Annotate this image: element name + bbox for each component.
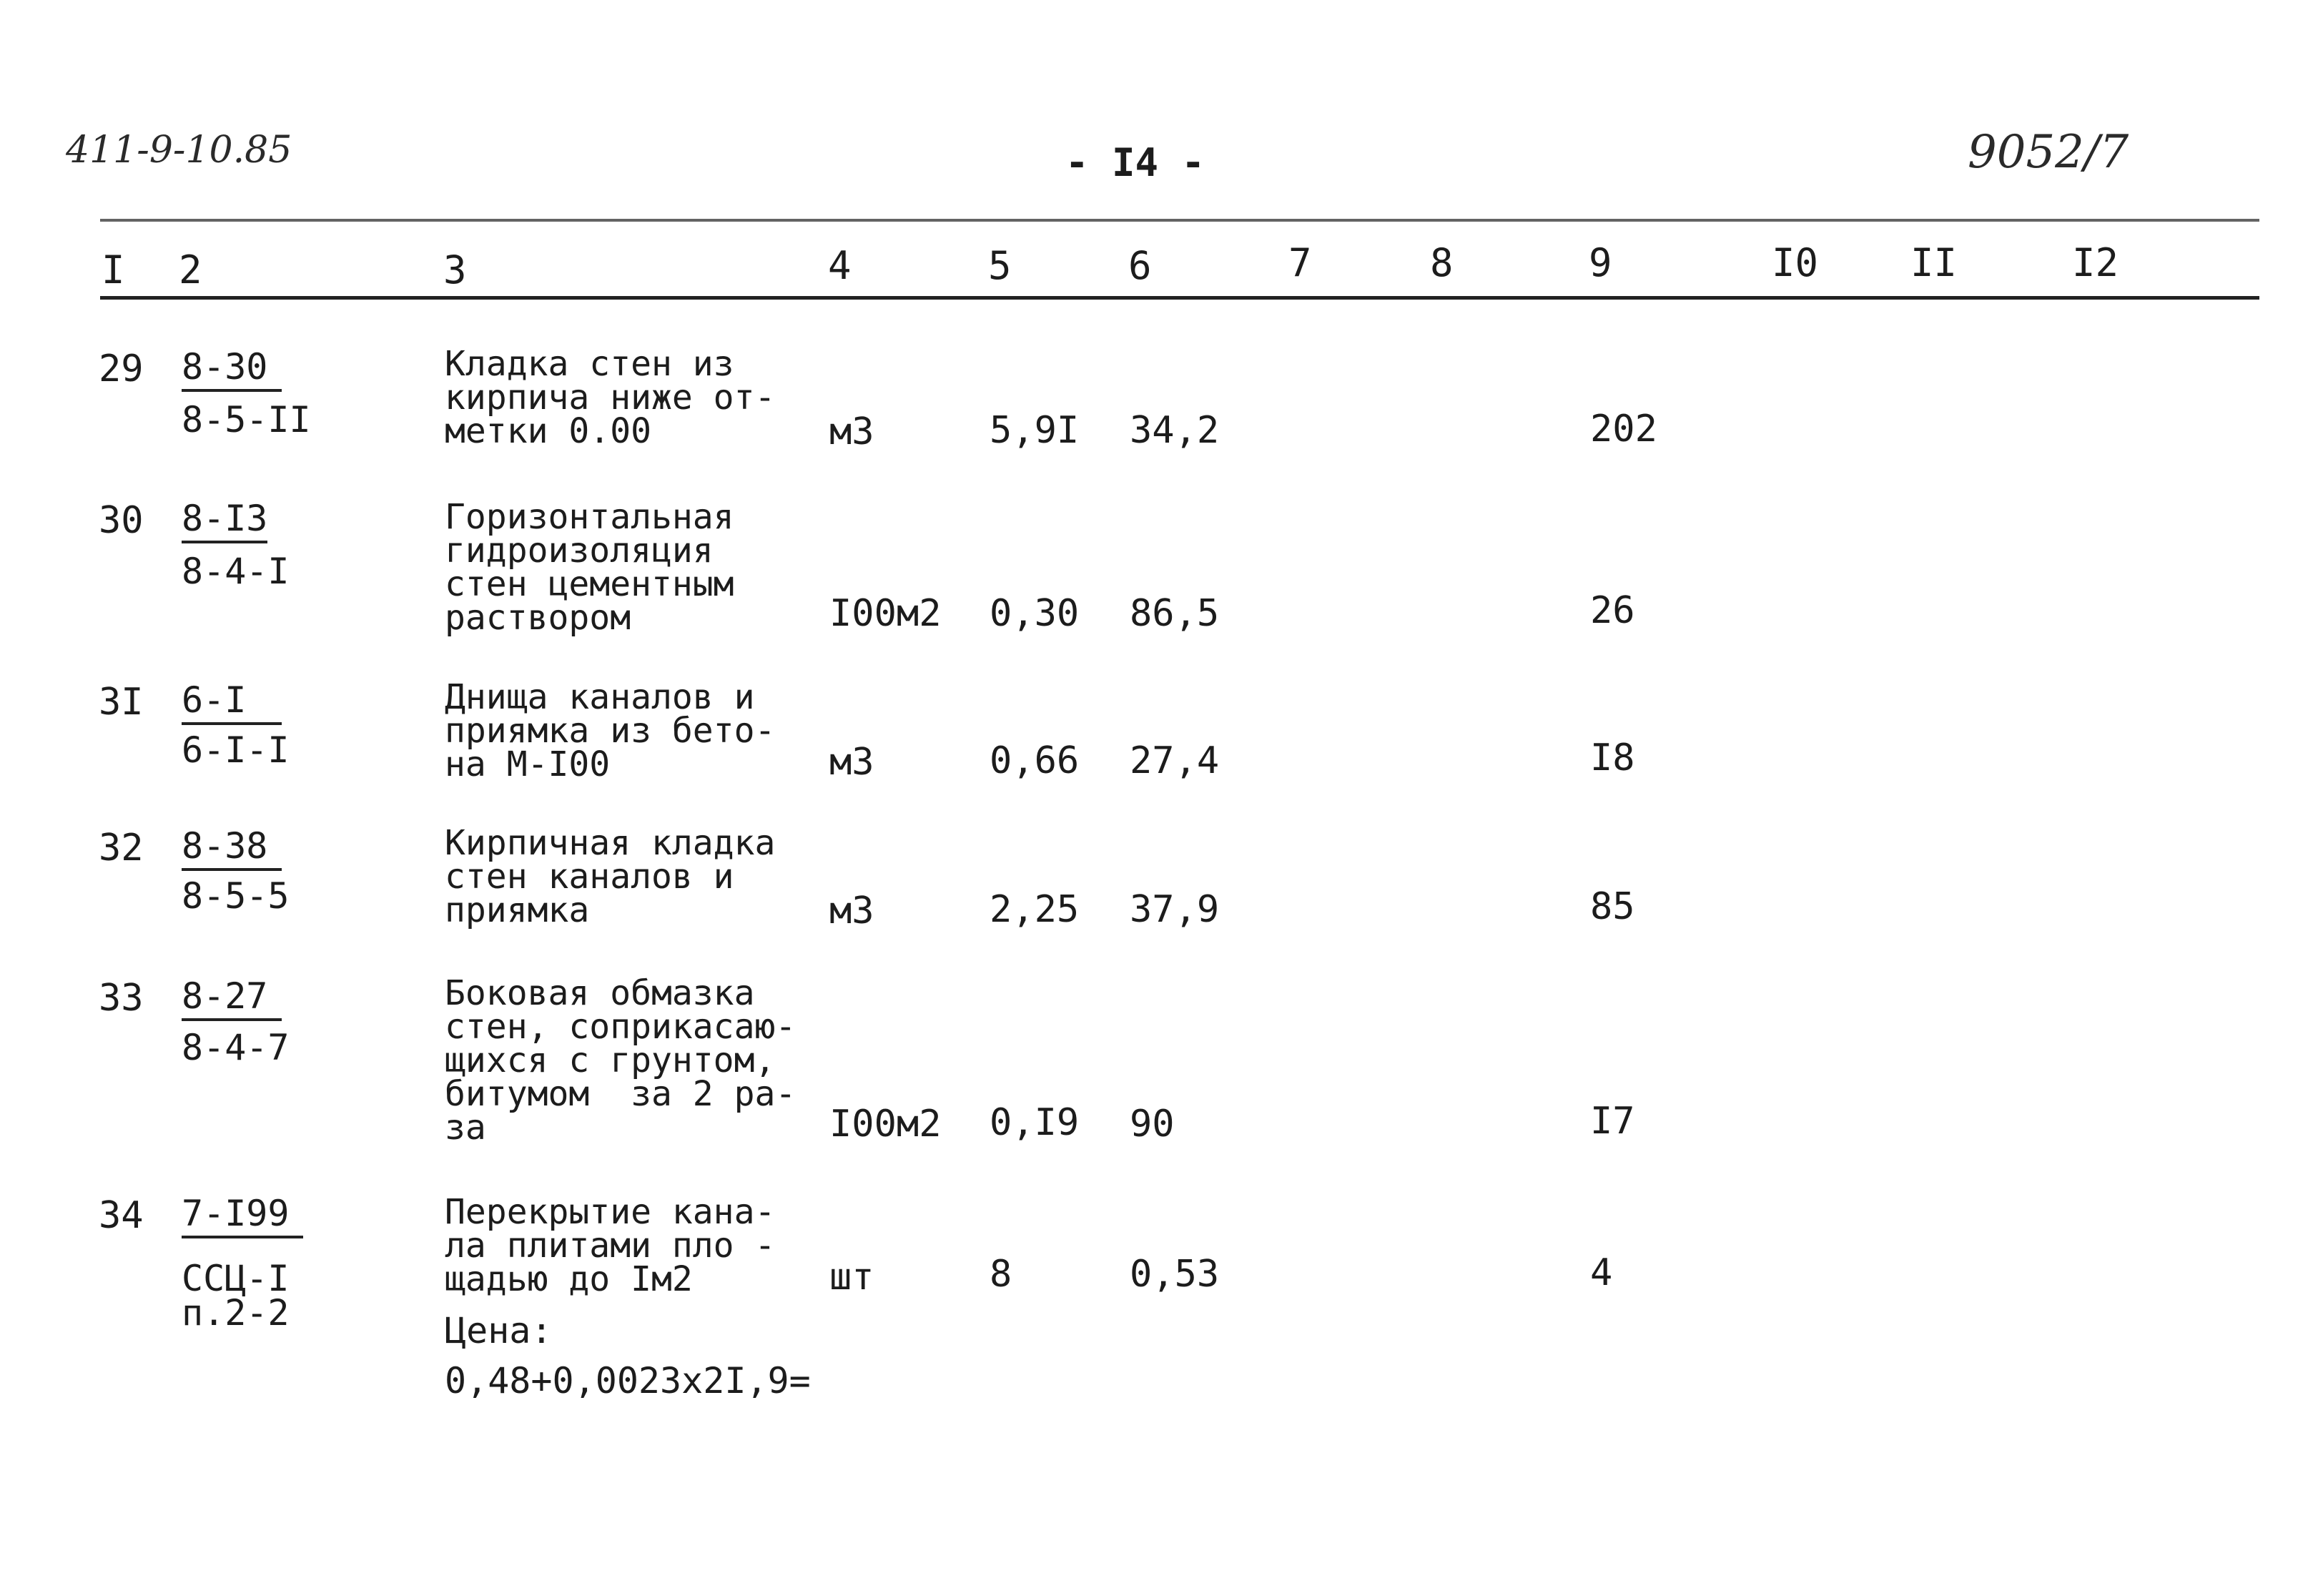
total-cost: 4: [1590, 1251, 1613, 1294]
code-numerator: 8-27: [182, 978, 282, 1021]
unit: м3: [829, 741, 874, 784]
code-denominator: 8-4-I: [182, 551, 290, 592]
row-number: 29: [99, 348, 144, 390]
work-description: Перекрытие кана- ла плитами пло - щадью до Iм2: [445, 1192, 776, 1299]
code-numerator: 7-I99: [182, 1196, 303, 1238]
column-header: I: [102, 247, 125, 292]
column-header: I0: [1772, 240, 1819, 285]
work-description: Кладка стен из кирпича ниже от- метки 0.00: [445, 344, 776, 451]
page-number: - I4 -: [1065, 140, 1205, 185]
code-numerator: 8-I3: [182, 501, 267, 543]
total-cost: 26: [1590, 589, 1635, 632]
archive-reference: 9052/7: [1968, 126, 2129, 179]
price-label: Цена:: [445, 1310, 553, 1351]
unit-price: 0,53: [1130, 1253, 1220, 1296]
column-header: 2: [179, 247, 202, 292]
code-numerator: 6-I: [182, 682, 282, 725]
column-header: 4: [828, 243, 852, 288]
unit-price: 86,5: [1130, 592, 1220, 635]
document-code: 411-9-10.85: [66, 129, 292, 172]
work-description: Кирпичная кладка стен каналов и приямка: [445, 823, 776, 930]
row-number: 34: [99, 1194, 144, 1237]
column-header: II: [1910, 240, 1958, 285]
unit: м3: [829, 890, 874, 932]
total-cost: 202: [1590, 408, 1657, 450]
table-header-rule: [100, 296, 2259, 300]
total-cost: 85: [1590, 885, 1635, 928]
column-header: 5: [988, 243, 1012, 288]
quantity: 2,25: [990, 888, 1080, 931]
code-denominator: 8-5-5: [182, 875, 290, 917]
column-header: I2: [2072, 240, 2119, 285]
column-header: 8: [1430, 240, 1454, 285]
code-numerator: 8-38: [182, 828, 282, 871]
work-description: Боковая обмазка стен, соприкасаю- щихся с грунтом, битумом за 2 ра- за: [445, 973, 796, 1148]
code-denominator: 6-I-I: [182, 729, 290, 771]
code-denominator: 8-5-II: [182, 399, 311, 440]
code-denominator: ССЦ-I п.2-2: [182, 1258, 290, 1334]
row-number: 3I: [99, 681, 144, 724]
unit-price: 27,4: [1130, 739, 1220, 782]
quantity: 0,30: [990, 592, 1080, 635]
row-number: 32: [99, 827, 144, 870]
row-number: 33: [99, 977, 144, 1020]
column-header: 3: [443, 247, 467, 292]
column-header: 6: [1128, 243, 1152, 288]
work-description: Днища каналов и приямка из бето- на М-I00: [445, 677, 776, 784]
price-formula: 0,48+0,0023x2I,9=: [445, 1360, 811, 1402]
column-header: 7: [1288, 240, 1312, 285]
unit-price: 37,9: [1130, 888, 1220, 931]
total-cost: I8: [1590, 737, 1635, 779]
row-number: 30: [99, 499, 144, 542]
unit-price: 90: [1130, 1103, 1175, 1146]
quantity: 0,I9: [990, 1101, 1080, 1144]
quantity: 5,9I: [990, 409, 1080, 452]
unit: I00м2: [829, 592, 942, 635]
unit: шт: [829, 1256, 874, 1299]
total-cost: I7: [1590, 1100, 1635, 1143]
unit-price: 34,2: [1130, 409, 1220, 452]
work-description: Горизонтальная гидроизоляция стен цементным раствором: [445, 497, 734, 638]
unit: м3: [829, 410, 874, 453]
quantity: 0,66: [990, 739, 1080, 782]
unit: I00м2: [829, 1103, 942, 1146]
code-denominator: 8-4-7: [182, 1027, 290, 1068]
table-top-rule: [100, 219, 2259, 222]
quantity: 8: [990, 1253, 1012, 1296]
code-numerator: 8-30: [182, 349, 282, 392]
column-header: 9: [1589, 240, 1612, 285]
